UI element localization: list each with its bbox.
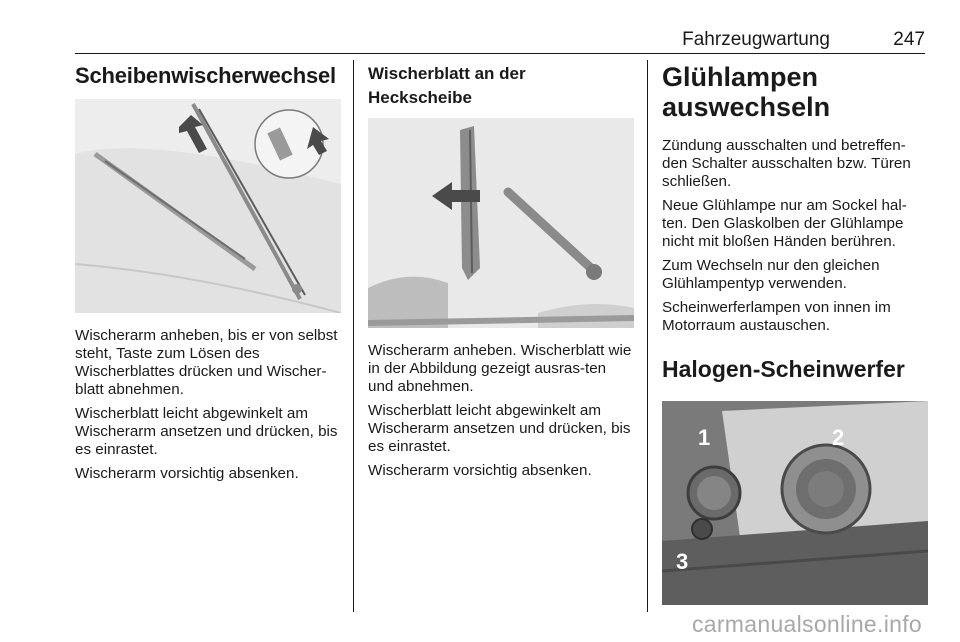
column-bulb-replacement (662, 62, 928, 605)
header-title: Fahrzeugwartung (682, 29, 830, 50)
paragraph: Wischerblatt leicht abgewinkelt am Wischerarm ansetzen und drücken, bis es einrastet. (75, 405, 338, 458)
windshield-wiper-illustration (75, 99, 341, 313)
column-divider-1 (353, 60, 354, 612)
paragraph: Zum Wechseln nur den gleichen Glühlampentyp verwenden. (662, 257, 880, 292)
callout-label-2: 2 (832, 425, 845, 450)
page-header (75, 27, 925, 54)
halogen-headlamp-figure (662, 401, 928, 605)
section-heading-bulbs (662, 62, 928, 122)
paragraph: Wischerarm anheben, bis er von selbst steht, Taste zum Lösen des Wischerblattes drücken und Wischer-blatt abnehmen. (75, 327, 338, 398)
callout-label-3: 3 (676, 549, 689, 574)
rear-wiper-illustration (368, 118, 634, 328)
section-heading-rear-wiper: Wischerblatt an der Heckscheibe (368, 64, 526, 107)
column-divider-2 (647, 60, 648, 612)
paragraph: Wischerarm vorsichtig absenken. (75, 465, 299, 482)
paragraph: Scheinwerferlampen von innen im Motorraum austauschen. (662, 299, 891, 334)
column-rear-wiper (368, 62, 634, 486)
heading-line: Glühlampen (662, 62, 819, 92)
paragraph: Neue Glühlampe nur am Sockel hal-ten. Den Glaskolben der Glühlampe nicht mit bloßen Händen berühren. (662, 197, 907, 250)
paragraph: Wischerarm vorsichtig absenken. (368, 462, 592, 479)
paragraph: Zündung ausschalten und betreffen-den Schalter ausschalten bzw. Türen schließen. (662, 137, 911, 190)
section-heading-wiper: Scheibenwischerwechsel (75, 63, 336, 88)
watermark: carmanualsonline.info (691, 611, 922, 637)
callout-label-1: 1 (698, 425, 711, 450)
heading-line: auswechseln (662, 92, 831, 122)
page-number: 247 (893, 29, 925, 50)
paragraph: Wischerblatt leicht abgewinkelt am Wischerarm ansetzen und drücken, bis es einrastet. (368, 402, 631, 455)
paragraph: Wischerarm anheben. Wischerblatt wie in der Abbildung gezeigt ausras-ten und abnehmen. (368, 342, 632, 395)
section-heading-halogen: Halogen-Scheinwerfer (662, 356, 905, 382)
column-wiper-replacement (75, 62, 341, 489)
